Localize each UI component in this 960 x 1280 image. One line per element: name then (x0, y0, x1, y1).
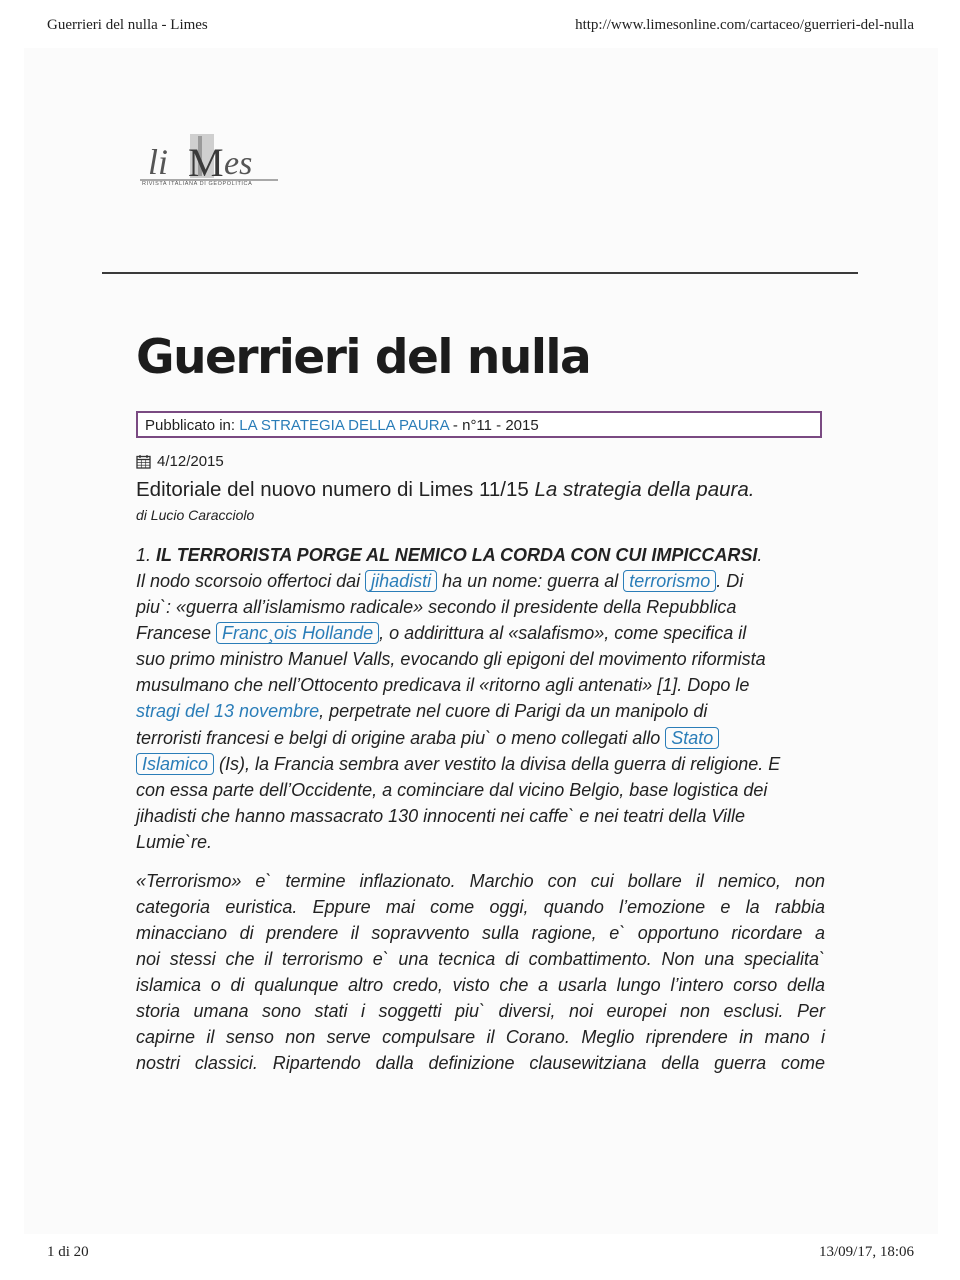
body-line: storia umana sono stati i soggetti piu` diversi, noi europei non esclusi. Per (136, 1001, 825, 1021)
logo-tagline: RIVISTA ITALIANA DI GEOPOLITICA (142, 181, 253, 187)
text: , perpetrate nel cuore di Parigi da un manipolo di (319, 701, 708, 721)
section-heading: IL TERRORISTA PORGE AL NEMICO LA CORDA CON CUI IMPICCARSI (156, 545, 758, 565)
article-subtitle (136, 478, 754, 502)
tag-terrorismo[interactable]: terrorismo (623, 570, 716, 592)
text: Il nodo scorsoio offertoci dai (136, 571, 366, 591)
print-footer (0, 1240, 960, 1270)
body-line: nostri classici. Ripartendo dalla definizione clausewitziana della guerra come (136, 1053, 825, 1073)
tag-stato-islamico[interactable]: Stato (665, 727, 719, 749)
header-divider (102, 272, 858, 274)
issue-suffix: - n°11 - 2015 (448, 417, 539, 434)
article-date (136, 453, 224, 470)
text: . (757, 545, 763, 565)
date-text: 4/12/2015 (157, 453, 224, 470)
body-line: islamica o di qualunque altro credo, visto che a usarla lungo l’intero corso della (136, 975, 825, 995)
page-url[interactable]: http://www.limesonline.com/cartaceo/guerrieri-del-nulla (575, 17, 914, 33)
page-title-print: Guerrieri del nulla - Limes (47, 17, 208, 33)
text: . Di (716, 571, 744, 591)
text: ha un nome: guerra al (437, 571, 624, 591)
print-timestamp: 13/09/17, 18:06 (818, 1244, 914, 1260)
tag-hollande[interactable]: Franc¸ois Hollande (216, 622, 379, 644)
link-stragi[interactable]: stragi del 13 novembre (136, 701, 320, 721)
article-author: di Lucio Caracciolo (136, 507, 255, 523)
body-line: minacciano di prendere il sopravvento sulla ragione, e` opportuno ricordare a (136, 923, 825, 943)
article-title: Guerrieri del nulla (136, 330, 591, 385)
section-number: 1. (136, 545, 157, 565)
body-line: categoria euristica. Eppure mai come oggi, quando l’emozione e la rabbia (136, 897, 825, 917)
text: (Is), la Francia sembra aver vestito la divisa della guerra di religione. E (214, 754, 781, 774)
limes-logo[interactable] (138, 130, 280, 192)
page-counter: 1 di 20 (47, 1244, 89, 1260)
print-header (0, 0, 960, 50)
published-label: Pubblicato in: (145, 417, 240, 434)
svg-text:M: M (188, 140, 224, 185)
subtitle-issue: La strategia della paura. (534, 478, 755, 501)
issue-link[interactable]: LA STRATEGIA DELLA PAURA (239, 417, 449, 434)
text: , o addirittura al «salafismo», come specifica il (379, 623, 747, 643)
tag-jihadisti[interactable]: jihadisti (365, 570, 437, 592)
body-line (136, 700, 707, 722)
svg-text:es: es (224, 145, 253, 182)
tag-stato-islamico-cont[interactable]: Islamico (136, 753, 214, 775)
subtitle-plain: Editoriale del nuovo numero di Limes 11/15 (136, 478, 535, 501)
published-in-box (136, 411, 822, 438)
text: terroristi francesi e belgi di origine araba piu` o meno collegati allo (136, 728, 666, 748)
body-line: con essa parte dell’Occidente, a cominciare dal vicino Belgio, base logistica dei (136, 780, 768, 800)
body-line: noi stessi che il terrorismo e` una tecnica di combattimento. Non una specialita` (136, 949, 825, 969)
body-line: suo primo ministro Manuel Valls, evocando gli epigoni del movimento riformista (136, 649, 766, 669)
body-line (136, 544, 762, 566)
body-line: «Terrorismo» e` termine inflazionato. Marchio con cui bollare il nemico, non (136, 871, 825, 891)
calendar-icon (136, 454, 151, 469)
body-line (136, 727, 719, 749)
body-line (136, 622, 746, 644)
body-line: jihadisti che hanno massacrato 130 innocenti nei caffe` e nei teatri della Ville (136, 806, 746, 826)
svg-text:li: li (148, 142, 169, 182)
body-line (136, 570, 743, 592)
text: Francese (136, 623, 217, 643)
body-line: piu`: «guerra all’islamismo radicale» secondo il presidente della Repubblica (136, 597, 737, 617)
body-line: Lumie`re. (136, 832, 213, 852)
body-line: capirne il senso non serve compulsare il Corano. Meglio riprendere in mano i (136, 1027, 825, 1047)
body-line (136, 753, 780, 775)
body-line: musulmano che nell’Ottocento predicava il «ritorno agli antenati» [1]. Dopo le (136, 675, 750, 695)
